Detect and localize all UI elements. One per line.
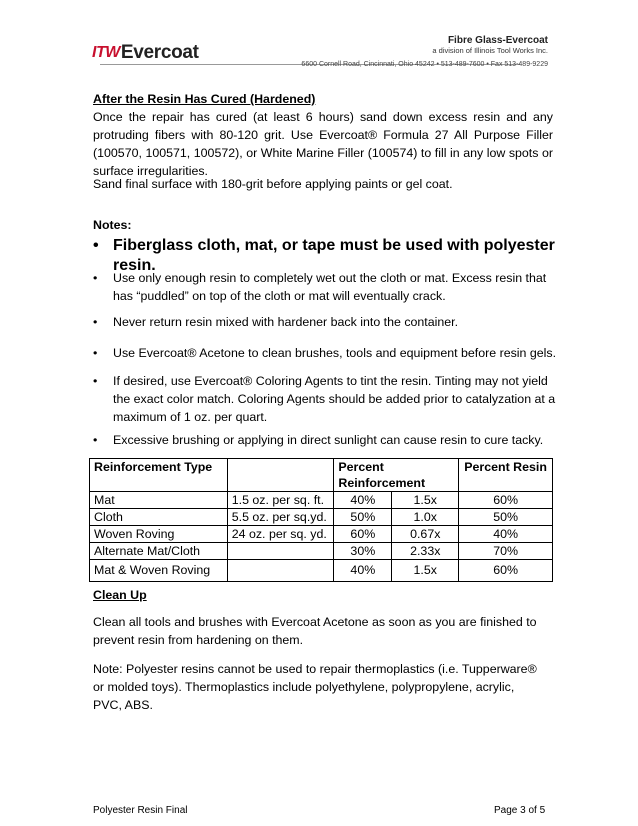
table-header-row — [90, 459, 553, 492]
cleanup-heading: Clean Up — [93, 588, 147, 602]
table-cell: 1.5x — [392, 560, 459, 582]
note-item — [93, 344, 558, 362]
notes-title: Notes: — [93, 218, 132, 232]
bullet-icon: • — [93, 315, 98, 329]
table-header-cell: Percent Resin — [459, 459, 553, 492]
logo-brand-text: Evercoat — [120, 42, 199, 63]
table-cell: 50% — [334, 509, 392, 526]
table-cell: Woven Roving — [90, 526, 228, 543]
bullet-icon: • — [93, 271, 98, 285]
table-header-cell — [227, 459, 334, 492]
table-row — [90, 526, 553, 543]
table-cell: 40% — [334, 560, 392, 582]
table-row — [90, 492, 553, 509]
note-text: If desired, use Evercoat® Coloring Agents to tint the resin. Tinting may not yield the exact color match. Coloring Agents should be added prior to catalyzation at a maximum of 1 oz. per quart. — [113, 374, 556, 424]
reinforcement-table — [89, 458, 553, 582]
table-header-cell: Reinforcement Type — [90, 459, 228, 492]
table-cell: Cloth — [90, 509, 228, 526]
cured-paragraph: Once the repair has cured (at least 6 hours) sand down excess resin and any protruding fibers with 80-120 grit. Use Evercoat® Formula 27 All Purpose Filler (100570, 100571, 100572), or White Marine Filler (100574) to fill in any low spots or surface irregularities. — [93, 110, 553, 178]
note-text: Use Evercoat® Acetone to clean brushes, tools and equipment before resin gels. — [113, 346, 557, 360]
table-cell: 40% — [334, 492, 392, 509]
note-item — [93, 313, 558, 331]
footer-document-title: Polyester Resin Final — [93, 805, 188, 816]
table-cell: 2.33x — [392, 543, 459, 560]
table-row — [90, 543, 553, 560]
table-cell: 60% — [334, 526, 392, 543]
sand-paragraph: Sand final surface with 180-grit before applying paints or gel coat. — [93, 177, 453, 191]
thermoplastics-note: Note: Polyester resins cannot be used to repair thermoplastics (i.e. Tupperware® or molded toys). Thermoplastics include polyethylene, polypropylene, acrylic, PVC, ABS. — [93, 662, 537, 712]
table-cell: 60% — [459, 560, 553, 582]
note-text: Use only enough resin to completely wet out the cloth or mat. Excess resin that has “puddled” on top of the cloth or mat will eventually crack. — [113, 271, 547, 303]
table-cell: Mat & Woven Roving — [90, 560, 228, 582]
bullet-icon: • — [93, 346, 98, 360]
company-name: Fibre Glass-Evercoat — [447, 35, 548, 46]
footer-page-number: Page 3 of 5 — [494, 805, 546, 816]
table-header-cell: Percent Reinforcement — [334, 459, 459, 492]
table-cell: Alternate Mat/Cloth — [90, 543, 228, 560]
table-cell — [227, 560, 334, 582]
company-division: a division of Illinois Tool Works Inc. — [432, 46, 548, 55]
table-cell: 1.5 oz. per sq. ft. — [227, 492, 334, 509]
note-text: Excessive brushing or applying in direct sunlight can cause resin to cure tacky. — [113, 433, 544, 447]
note-item — [93, 431, 558, 449]
bullet-icon: • — [93, 237, 99, 254]
table-cell: 30% — [334, 543, 392, 560]
cleanup-paragraph: Clean all tools and brushes with Evercoat Acetone as soon as you are finished to prevent resin from hardening on them. — [93, 615, 537, 647]
logo-itw-text: ITW — [92, 44, 120, 61]
table-cell: 50% — [459, 509, 553, 526]
table-cell: 24 oz. per sq. yd. — [227, 526, 334, 543]
table-row — [90, 509, 553, 526]
bullet-icon: • — [93, 433, 98, 447]
itw-evercoat-logo — [92, 40, 199, 66]
note-item — [93, 269, 558, 305]
table-cell: 40% — [459, 526, 553, 543]
table-cell: Mat — [90, 492, 228, 509]
table-cell — [227, 543, 334, 560]
cured-heading: After the Resin Has Cured (Hardened) — [93, 92, 316, 106]
note-text: Never return resin mixed with hardener back into the container. — [113, 315, 459, 329]
company-address: 6600 Cornell Road, Cincinnati, Ohio 45242 • 513-489-7600 • Fax 513-489-9229 — [301, 61, 548, 68]
table-cell: 60% — [459, 492, 553, 509]
table-cell: 0.67x — [392, 526, 459, 543]
table-cell: 1.5x — [392, 492, 459, 509]
note-text: Fiberglass cloth, mat, or tape must be used with polyester resin. — [113, 237, 555, 274]
table-cell: 5.5 oz. per sq.yd. — [227, 509, 334, 526]
table-cell: 70% — [459, 543, 553, 560]
note-item — [93, 372, 558, 426]
table-cell: 1.0x — [392, 509, 459, 526]
bullet-icon: • — [93, 374, 98, 388]
table-row — [90, 560, 553, 582]
cured-section — [93, 90, 553, 180]
